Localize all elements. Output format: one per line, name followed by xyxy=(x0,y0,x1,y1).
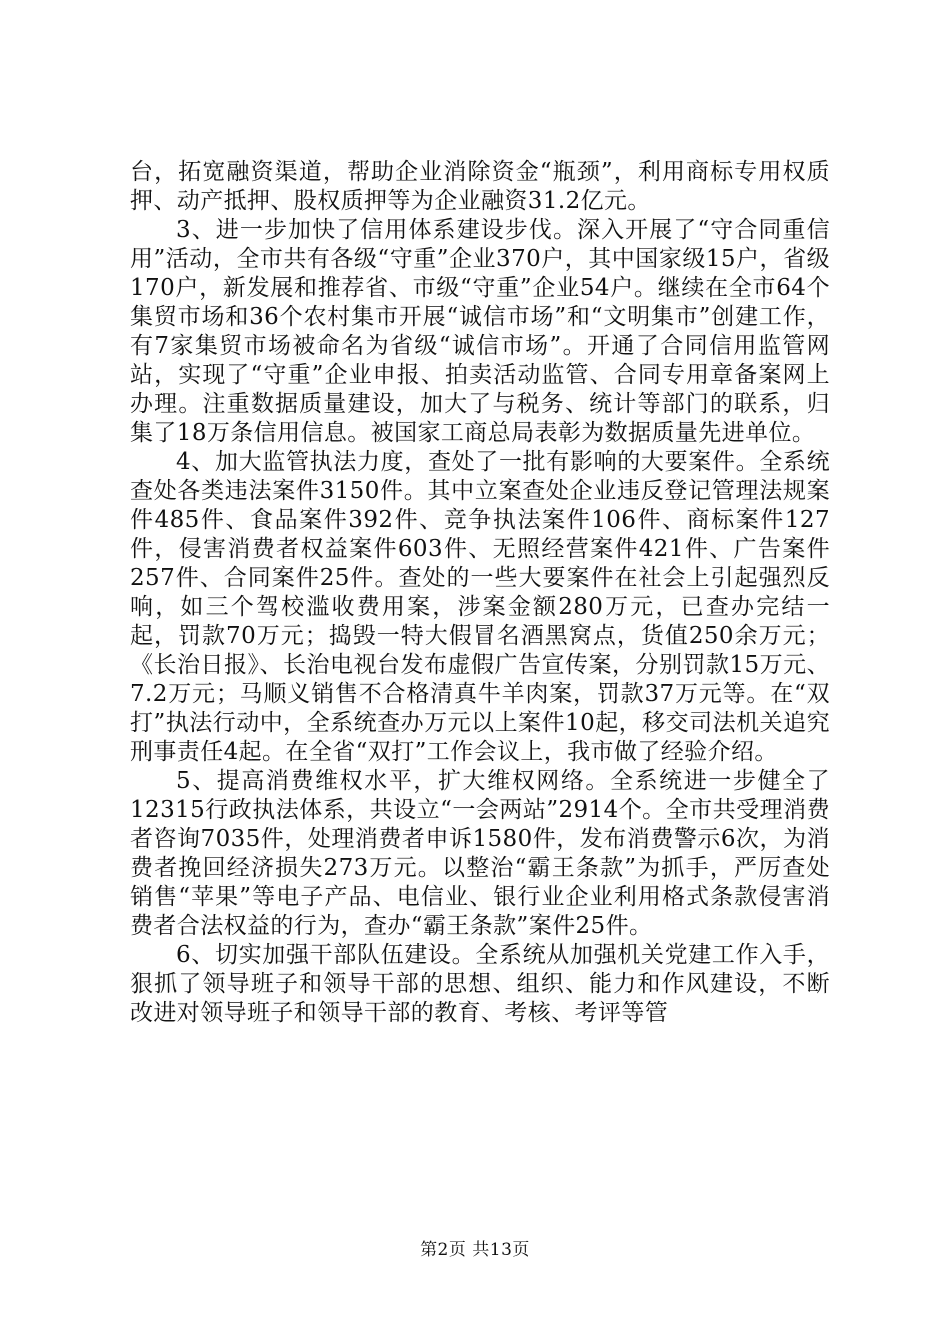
paragraph-consumer-rights: 5、提高消费维权水平，扩大维权网络。全系统进一步健全了12315行政执法体系，共设立“一会两站”2914个。全市共受理消费者咨询7035件，处理消费者申诉1580件，发布消费警示6次，为消费者挽回经济损失273万元。以整治“霸王条款”为抓手，严厉查处销售“苹果”等电子产品、电信业、银行业企业利用格式条款侵害消费者合法权益的行为，查办“霸王条款”案件25件。 xyxy=(130,768,830,939)
page-number-footer: 第2页 共13页 xyxy=(420,1240,530,1260)
paragraph-cadre-building: 6、切实加强干部队伍建设。全系统从加强机关党建工作入手，狠抓了领导班子和领导干部的思想、组织、能力和作风建设，不断改进对领导班子和领导干部的教育、考核、考评等管 xyxy=(130,942,830,1026)
paragraph-continuation: 台，拓宽融资渠道，帮助企业消除资金“瓶颈”，利用商标专用权质押、动产抵押、股权质押等为企业融资31.2亿元。 xyxy=(130,159,830,214)
paragraph-credit-system: 3、进一步加快了信用体系建设步伐。深入开展了“守合同重信用”活动，全市共有各级“守重”企业370户，其中国家级15户，省级170户，新发展和推荐省、市级“守重”企业54户。继续在全市64个集贸市场和36个农村集市开展“诚信市场”和“文明集市”创建工作，有7家集贸市场被命名为省级“诚信市场”。开通了合同信用监管网站，实现了“守重”企业申报、拍卖活动监管、合同专用章备案网上办理。注重数据质量建设，加大了与税务、统计等部门的联系，归集了18万条信用信息。被国家工商总局表彰为数据质量先进单位。 xyxy=(130,217,830,446)
paragraph-law-enforcement: 4、加大监管执法力度，查处了一批有影响的大要案件。全系统查处各类违法案件3150件。其中立案查处企业违反登记管理法规案件485件、食品案件392件、竞争执法案件106件、商标案件127件，侵害消费者权益案件603件、无照经营案件421件、广告案件257件、合同案件25件。查处的一些大要案件在社会上引起强烈反响，如三个驾校滥收费用案，涉案金额280万元，已查办完结一起，罚款70万元；捣毁一特大假冒名酒黑窝点，货值250余万元；《长治日报》、长治电视台发布虚假广告宣传案，分别罚款15万元、7.2万元；马顺义销售不合格清真牛羊肉案，罚款37万元等。在“双打”执法行动中，全系统查办万元以上案件10起，移交司法机关追究刑事责任4起。在全省“双打”工作会议上，我市做了经验介绍。 xyxy=(130,449,830,765)
document-body xyxy=(130,158,830,1028)
